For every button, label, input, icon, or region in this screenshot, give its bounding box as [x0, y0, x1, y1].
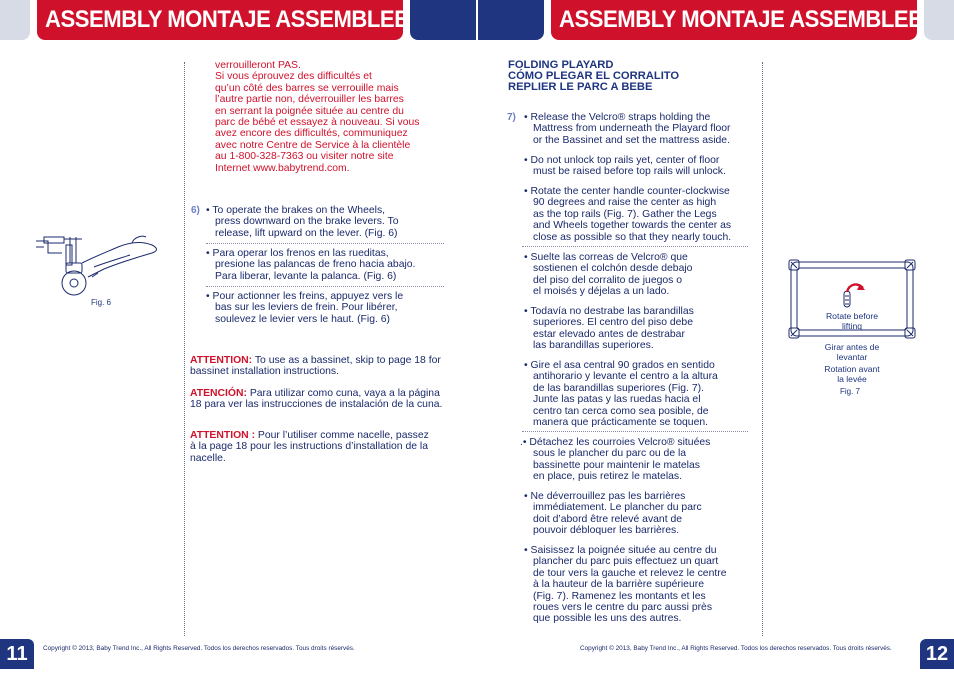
text-line: de las barandillas superiores (Fig. 7). [533, 382, 704, 394]
fig-label-line: levantar [836, 352, 868, 362]
text-line: • Gire el asa central 90 grados en sentido [524, 360, 715, 371]
text-line: superiores. El centro del piso debe [533, 317, 693, 329]
left-red-warning [206, 60, 446, 174]
text-line: manera que prácticamente se toquen. [533, 417, 709, 429]
attention-label: ATTENTION : [190, 430, 256, 441]
text-line: as the top rails (Fig. 7). Gather the Legs [533, 208, 717, 220]
heading-line: REPLIER LE PARC A BEBE [508, 81, 653, 93]
text-line: bas sur les leviers de frein. Pour libérer, [215, 302, 398, 314]
text-line: plancher du parc puis effectuez un quart [533, 556, 719, 568]
text-line: en place, puis retirez le matelas. [533, 471, 683, 483]
step-7-es-2 [524, 306, 756, 352]
attention-text: Pour l’utiliser comme nacelle, passez à la page 18 pour les instructions d’installation de la nacelle. [190, 430, 429, 464]
fig-label-line: Girar antes de [824, 342, 880, 352]
fig7-caption: Fig. 7 [840, 387, 861, 396]
text-line: presione las palancas de freno hacia abajo. [215, 259, 416, 271]
text-line: centro tan cerca como sea posible, de [533, 405, 709, 417]
separator [522, 246, 748, 247]
step-6-french [206, 291, 446, 325]
attention-label: ATTENTION: [190, 355, 253, 366]
warning-line: parc de bébé et essayez à nouveau. Si vous [215, 117, 420, 129]
text-line: Para liberar, levante la palanca. (Fig. 6) [215, 270, 397, 282]
attention-english [190, 355, 444, 378]
text-line: Junte las patas y las ruedas hacia el [533, 394, 701, 406]
page-number-right: 12 [920, 639, 954, 669]
step-6-spanish [206, 248, 446, 282]
header-decor-right [924, 0, 954, 40]
text-line: Mattress from underneath the Playard floor [533, 123, 731, 135]
text-line: sous le plancher du parc ou de la [533, 448, 687, 460]
warning-line: avec notre Centre de Service à la clientèle [215, 139, 411, 151]
warning-line: l’autre partie non, déverrouiller les barres [215, 94, 404, 106]
fig7-spanish-label [812, 342, 892, 362]
heading-line: FOLDING PLAYARD [508, 59, 614, 71]
text-line: 90 degrees and raise the center as high [533, 197, 717, 209]
text-line: press downward on the brake levers. To [215, 216, 399, 228]
warning-line: au 1-800-328-7363 ou visiter notre site [215, 151, 394, 163]
warning-line: avez encore des difficultés, communiquez [215, 128, 408, 140]
fig7-inner-label [817, 311, 887, 331]
copyright-right: Copyright © 2013, Baby Trend Inc., All Rights Reserved. Todos los derechos reservados. Tous droits réservés. [580, 645, 892, 652]
text-line: • Todavía no destrabe las barandillas [524, 306, 694, 317]
text-line: • To operate the brakes on the Wheels, [206, 205, 386, 216]
separator [206, 286, 444, 287]
copyright-left: Copyright © 2013, Baby Trend Inc., All Rights Reserved. Todos los derechos reservados. Tous droits réservés. [43, 645, 355, 652]
text-line: antihorario y levante el centro a la altura [533, 371, 718, 383]
text-line: and Wheels together towards the center as [533, 220, 732, 232]
warning-line: verrouilleront PAS. [215, 60, 301, 71]
text-line: • Do not unlock top rails yet, center of floor [524, 155, 720, 166]
text-line: estar elevado antes de destrabar [533, 328, 685, 340]
separator [206, 243, 444, 244]
attention-french [190, 430, 430, 464]
text-line: close as possible so that they nearly touch. [533, 231, 732, 243]
separator [522, 431, 748, 432]
text-line: doit d’abord être relevé avant de [533, 513, 683, 525]
text-line: que possible les uns des autres. [533, 613, 682, 625]
header-title-left: ASSEMBLY MONTAJE ASSEMBLEE [45, 6, 409, 33]
text-line: (Fig. 7). Ramenez les montants et les [533, 590, 706, 602]
step-7-en-1 [524, 112, 756, 146]
fig7-french-label [812, 364, 892, 384]
fig-label-line: Rotate before [825, 311, 879, 321]
header-banner-left [37, 0, 409, 40]
fig-label-line: lifting [841, 321, 863, 331]
text-line: • Ne déverrouillez pas les barrières [524, 491, 686, 502]
attention-text: To use as a bassinet, skip to page 18 for bassinet installation instructions. [190, 355, 441, 378]
fig6-wheel-brake-illustration [34, 233, 174, 303]
text-line: • Saisissez la poignée située au centre du [524, 545, 717, 556]
text-line: del piso del corralito de juegos o [533, 274, 683, 286]
right-column-divider [762, 62, 763, 636]
text-line: .• Détachez les courroies Velcro® situées [520, 437, 711, 448]
warning-line: qu’un côté des barres se verrouille mais [215, 82, 399, 94]
header-decor-mid-left [410, 0, 476, 40]
step-7-en-3 [524, 186, 756, 243]
page-number-left: 11 [0, 639, 34, 669]
warning-line: en serrant la poignée située au centre du [215, 105, 404, 117]
folding-heading [508, 60, 679, 93]
step-7-es-1 [524, 252, 756, 298]
warning-line: Internet www.babytrend.com. [215, 162, 350, 174]
step-7-fr-2 [524, 491, 756, 537]
text-line: el moisés y déjelas a un lado. [533, 286, 670, 298]
step-7-fr-1 [520, 437, 756, 483]
text-line: de tour vers la gauche et relevez le centre [533, 567, 727, 579]
fig6-caption: Fig. 6 [91, 298, 112, 307]
step-7-en-2 [524, 155, 756, 178]
text-line: sostienen el colchón desde debajo [533, 263, 693, 275]
header-title-right: ASSEMBLY MONTAJE ASSEMBLEE [559, 6, 923, 33]
fig-label-line: la levée [837, 374, 867, 384]
warning-line: Si vous éprouvez des difficultés et [215, 71, 372, 83]
text-line: • Suelte las correas de Velcro® que [524, 252, 688, 263]
text-line: • Rotate the center handle counter-clockwise [524, 186, 730, 197]
text-line: must be raised before top rails will unlock. [533, 166, 726, 178]
step-7-fr-3 [524, 545, 756, 625]
attention-text: Para utilizar como cuna, vaya a la página 18 para ver las instrucciones de instalación de la cuna. [190, 388, 443, 411]
text-line: à la hauteur de la barrière supérieure [533, 579, 704, 591]
fig-label-line: Rotation avant [824, 364, 880, 374]
text-line: • Para operar los frenos en las rueditas, [206, 248, 389, 259]
header-banner-right [551, 0, 923, 40]
text-line: • Pour actionner les freins, appuyez vers le [206, 291, 404, 302]
left-column-divider [184, 62, 185, 636]
text-line: roues vers le centre du parc aussi près [533, 602, 713, 614]
text-line: • Release the Velcro® straps holding the [524, 112, 711, 123]
text-line: las barandillas superiores. [533, 340, 654, 352]
step-6-english [206, 205, 446, 239]
text-line: or the Bassinet and set the mattress aside. [533, 134, 730, 146]
text-line: soulevez le levier vers le haut. (Fig. 6) [215, 313, 390, 325]
step-7-label: 7) [507, 112, 516, 123]
heading-line: CÓMO PLEGAR EL CORRALITO [508, 70, 680, 82]
step-6-label: 6) [191, 205, 200, 216]
header-decor-left [0, 0, 30, 40]
header-decor-mid-right [478, 0, 544, 40]
step-7-es-3 [524, 360, 756, 428]
attention-spanish [190, 388, 446, 411]
attention-label: ATENCIÓN: [190, 388, 247, 399]
text-line: bassinette pour maintenir le matelas [533, 459, 700, 471]
text-line: release, lift upward on the lever. (Fig. 6) [215, 227, 398, 239]
text-line: immédiatement. Le plancher du parc [533, 502, 702, 514]
text-line: pouvoir débloquer les barrières. [533, 525, 680, 537]
